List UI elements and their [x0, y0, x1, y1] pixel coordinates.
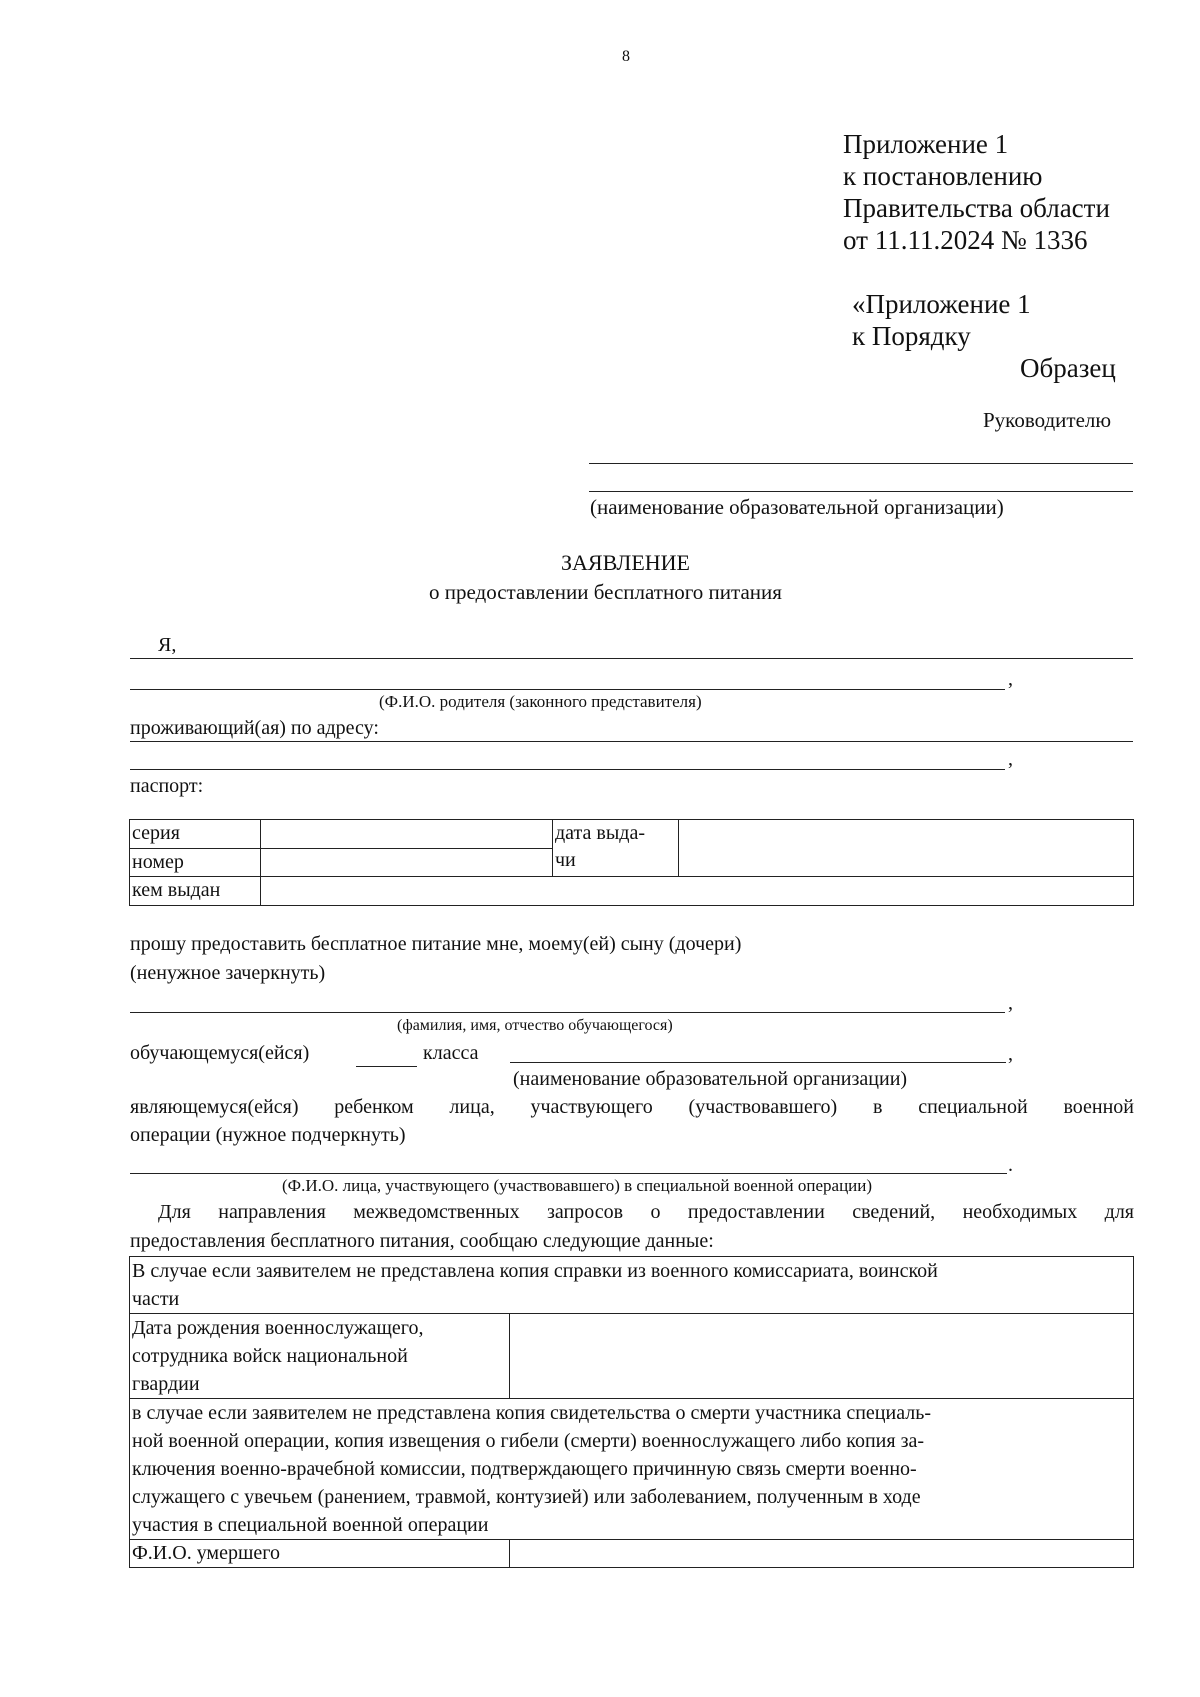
comma-1: , [1008, 668, 1013, 690]
data-intro-line-2: предоставления бесплатного питания, сообщаю следующие данные: [130, 1230, 714, 1252]
student-org-line[interactable] [510, 1062, 1006, 1063]
dob-line-1: Дата рождения военнослужащего, [132, 1317, 424, 1339]
address-line-2[interactable] [130, 769, 1005, 770]
appendix-line-4: от 11.11.2024 № 1336 [843, 225, 1088, 255]
issued-by-field[interactable] [261, 877, 1134, 906]
issue-date-label-part-1: дата выда- [555, 822, 645, 844]
addressee-caption: (наименование образовательной организации) [590, 495, 1004, 519]
student-fio-caption: (фамилия, имя, отчество обучающегося) [397, 1017, 673, 1034]
comma-4: , [1008, 1043, 1013, 1065]
dob-field[interactable] [510, 1314, 1134, 1399]
student-label: обучающемуся(ейся) [130, 1042, 310, 1064]
appendix-line-1: Приложение 1 [843, 129, 1009, 159]
case1-line-1: В случае если заявителем не представлена копия справки из военного комиссариата, воинской [132, 1260, 938, 1282]
data-table [129, 1256, 1134, 1568]
appendix-order-line-1: «Приложение 1 [852, 289, 1031, 319]
data-intro-line-1: Для направления межведомственных запросов о предоставлении сведений, необходимых для [158, 1201, 1134, 1223]
case2-line-4: служащего с увечьем (ранением, травмой, контузией) или заболеванием, полученным в ходе [132, 1486, 921, 1508]
issue-date-field[interactable] [679, 820, 1134, 877]
series-field[interactable] [261, 820, 553, 849]
case2-line-3: ключения военно-врачебной комиссии, подтверждающего причинную связь смерти военно- [132, 1458, 917, 1480]
series-label: серия [130, 820, 261, 849]
addressee-line-2[interactable] [589, 491, 1133, 492]
child-of-line-1: являющемуся(ейся) ребенком лица, участвующего (участвовавшего) в специальной военной [130, 1096, 1134, 1118]
case1-line-2: части [132, 1288, 180, 1310]
class-number-line[interactable] [356, 1066, 417, 1067]
comma-3: , [1008, 992, 1013, 1014]
request-line-2: (ненужное зачеркнуть) [130, 962, 326, 984]
number-label: номер [130, 849, 261, 877]
deceased-label: Ф.И.О. умершего [130, 1540, 510, 1568]
student-org-caption: (наименование образовательной организации) [513, 1068, 908, 1090]
request-line-1: прошу предоставить бесплатное питание мне, моему(ей) сыну (дочери) [130, 933, 742, 955]
dob-line-2: сотрудника войск национальной [132, 1345, 408, 1367]
dob-line-3: гвардии [132, 1373, 200, 1395]
address-line-1[interactable] [130, 741, 1133, 742]
participant-name-line[interactable] [130, 1173, 1007, 1174]
case2-cell [130, 1399, 1134, 1540]
issue-date-label [553, 820, 679, 877]
page-number: 8 [622, 48, 630, 65]
case2-line-5: участия в специальной военной операции [132, 1514, 489, 1536]
sample-label: Образец [1020, 353, 1116, 383]
case2-line-2: ной военной операции, копия извещения о гибели (смерти) военнослужащего либо копия за- [132, 1430, 925, 1452]
applicant-name-line[interactable] [130, 658, 1133, 659]
ya-label: Я, [158, 634, 177, 656]
appendix-line-3: Правительства области [843, 193, 1110, 223]
comma-2: , [1008, 748, 1013, 770]
period-mark: . [1008, 1154, 1013, 1176]
child-of-line-2: операции (нужное подчеркнуть) [130, 1124, 406, 1146]
address-label: проживающий(ая) по адресу: [130, 717, 379, 739]
addressee-to: Руководителю [983, 408, 1112, 432]
number-field[interactable] [261, 849, 553, 877]
issued-by-label: кем выдан [130, 877, 261, 906]
addressee-line-1[interactable] [589, 463, 1133, 464]
applicant-name-line-2[interactable] [130, 689, 1005, 690]
participant-fio-caption: (Ф.И.О. лица, участвующего (участвовавшего) в специальной военной операции) [282, 1176, 873, 1195]
class-label: класса [423, 1042, 479, 1064]
passport-label: паспорт: [130, 775, 204, 797]
document-title: ЗАЯВЛЕНИЕ [561, 550, 690, 575]
case2-line-1: в случае если заявителем не представлена копия свидетельства о смерти участника специаль- [132, 1402, 932, 1424]
appendix-order-line-2: к Порядку [852, 321, 971, 351]
dob-label-cell [130, 1314, 510, 1399]
deceased-field[interactable] [510, 1540, 1134, 1568]
case1-cell [130, 1257, 1134, 1314]
appendix-line-2: к постановлению [843, 161, 1043, 191]
passport-table [129, 819, 1134, 906]
document-subtitle: о предоставлении бесплатного питания [429, 580, 782, 604]
issue-date-label-part-2: чи [555, 849, 576, 871]
parent-fio-caption: (Ф.И.О. родителя (законного представителя) [379, 692, 702, 711]
student-name-line[interactable] [130, 1012, 1005, 1013]
